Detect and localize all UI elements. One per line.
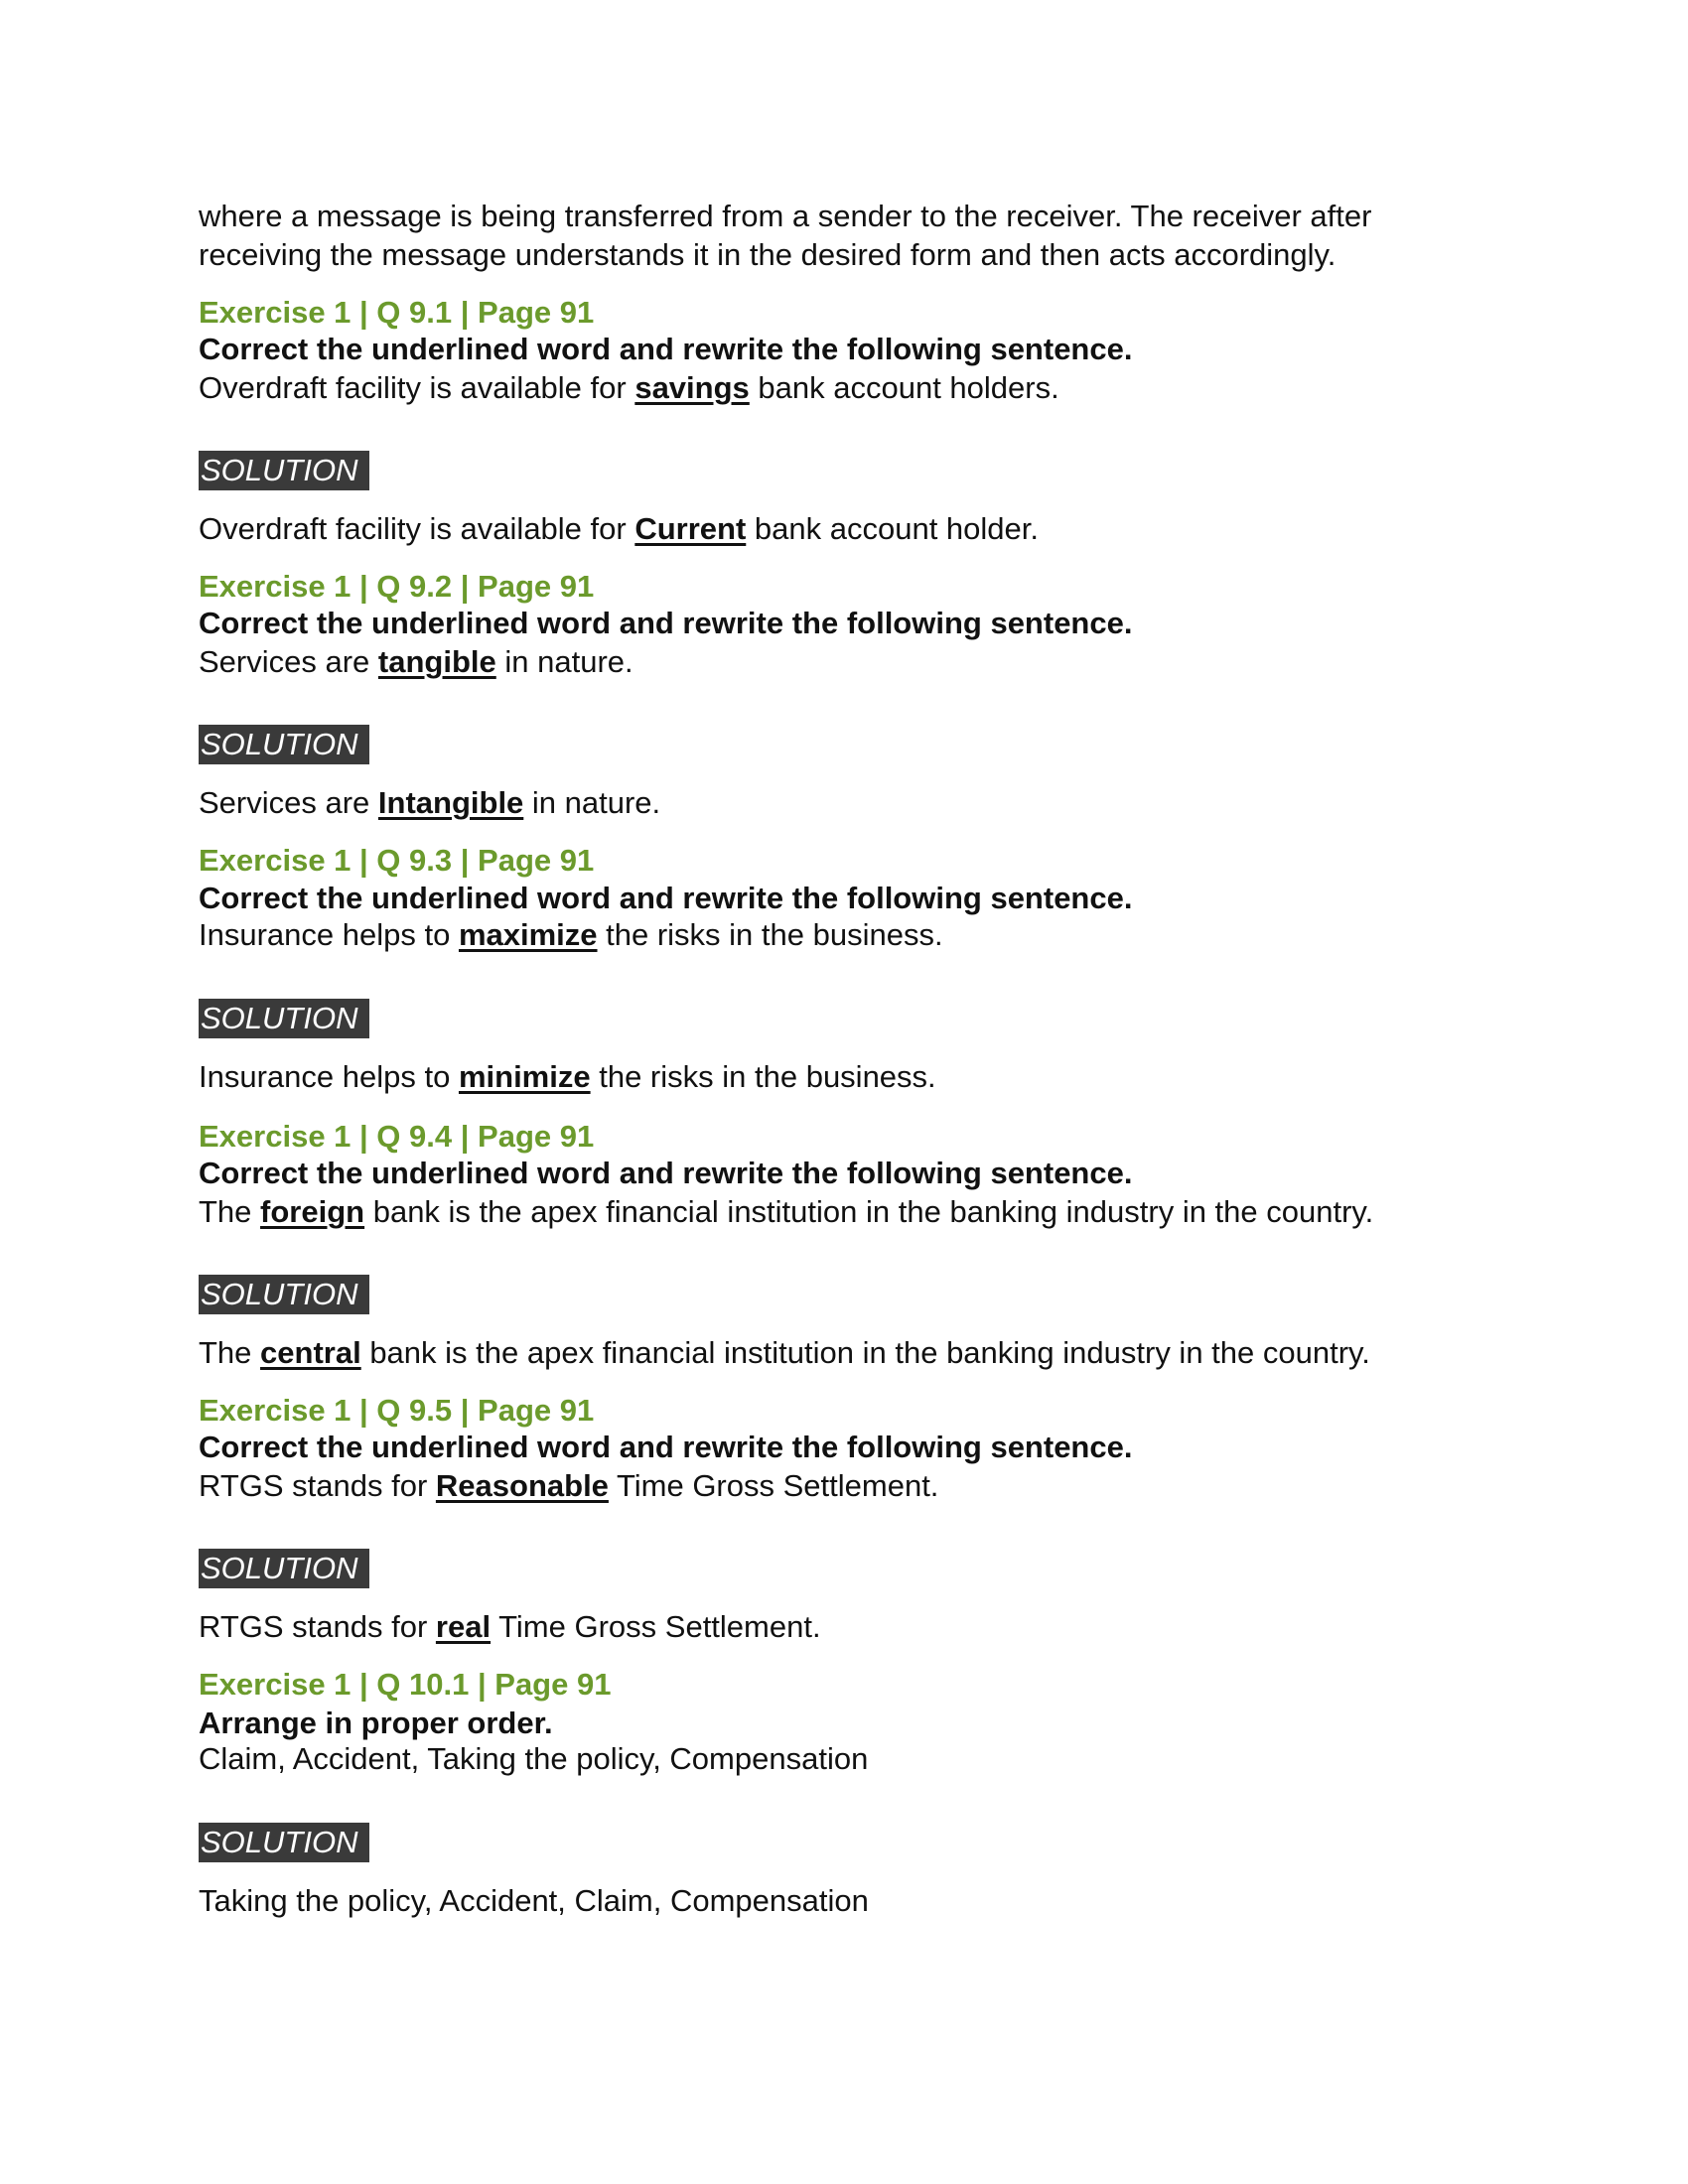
corrected-word: Intangible — [377, 785, 524, 820]
intro-line-1: where a message is being transferred from a sender to the receiver. The receiver after — [199, 199, 1372, 233]
answer-sentence — [199, 1608, 821, 1646]
question-text-before: Overdraft facility is available for — [199, 370, 635, 405]
question-sentence: Claim, Accident, Taking the policy, Compensation — [199, 1741, 869, 1776]
exercise-instruction: Correct the underlined word and rewrite the following sentence. — [199, 332, 1133, 366]
question-text-before: Insurance helps to — [199, 917, 459, 952]
answer-sentence — [199, 784, 660, 822]
question-text-after: in nature. — [495, 644, 633, 679]
solution-badge: SOLUTION — [199, 725, 369, 764]
question-text-before: The — [199, 1194, 261, 1229]
answer-text-before: Overdraft facility is available for — [199, 511, 635, 546]
underlined-word: maximize — [458, 917, 598, 952]
answer-text-before: Insurance helps to — [199, 1059, 459, 1094]
question-text-before: RTGS stands for — [199, 1468, 436, 1503]
question-text-after: bank is the apex financial institution in the banking industry in the country. — [364, 1194, 1374, 1229]
answer-text-after: the risks in the business. — [590, 1059, 936, 1094]
corrected-word: real — [435, 1609, 492, 1644]
exercise-instruction: Correct the underlined word and rewrite the following sentence. — [199, 1156, 1133, 1190]
exercise-heading: Exercise 1 | Q 9.4 | Page 91 — [199, 1119, 595, 1154]
exercise-instruction: Arrange in proper order. — [199, 1706, 553, 1740]
question-text-after: the risks in the business. — [597, 917, 943, 952]
solution-badge: SOLUTION — [199, 451, 369, 490]
answer-sentence — [199, 1058, 936, 1096]
intro-line-2: receiving the message understands it in the desired form and then acts accordingly. — [199, 237, 1336, 272]
answer-text-before: The — [199, 1335, 261, 1370]
exercise-instruction: Correct the underlined word and rewrite the following sentence. — [199, 606, 1133, 640]
answer-text-before: RTGS stands for — [199, 1609, 436, 1644]
exercise-heading: Exercise 1 | Q 9.1 | Page 91 — [199, 295, 595, 330]
answer-sentence: Taking the policy, Accident, Claim, Compensation — [199, 1883, 869, 1918]
underlined-word: foreign — [260, 1194, 365, 1229]
underlined-word: savings — [634, 370, 750, 405]
question-text-after: bank account holders. — [749, 370, 1059, 405]
corrected-word: central — [260, 1335, 361, 1370]
question-sentence — [199, 1193, 1373, 1231]
underlined-word: Reasonable — [435, 1468, 609, 1503]
exercise-heading: Exercise 1 | Q 9.3 | Page 91 — [199, 843, 595, 878]
exercise-heading: Exercise 1 | Q 10.1 | Page 91 — [199, 1667, 612, 1702]
exercise-heading: Exercise 1 | Q 9.2 | Page 91 — [199, 569, 595, 604]
question-sentence — [199, 369, 1059, 407]
intro-paragraph — [199, 197, 1489, 274]
exercise-instruction: Correct the underlined word and rewrite the following sentence. — [199, 1430, 1133, 1464]
corrected-word: minimize — [458, 1059, 591, 1094]
exercise-instruction: Correct the underlined word and rewrite the following sentence. — [199, 881, 1133, 915]
answer-text-after: bank account holder. — [746, 511, 1039, 546]
corrected-word: Current — [634, 511, 747, 546]
question-text-before: Services are — [199, 644, 378, 679]
solution-badge: SOLUTION — [199, 1823, 369, 1862]
question-text-after: Time Gross Settlement. — [608, 1468, 939, 1503]
exercise-heading: Exercise 1 | Q 9.5 | Page 91 — [199, 1393, 595, 1428]
answer-text-after: bank is the apex financial institution in the banking industry in the country. — [360, 1335, 1370, 1370]
answer-text-after: Time Gross Settlement. — [491, 1609, 821, 1644]
solution-badge: SOLUTION — [199, 1549, 369, 1588]
answer-text-before: Services are — [199, 785, 378, 820]
underlined-word: tangible — [377, 644, 496, 679]
answer-sentence — [199, 1334, 1370, 1372]
question-sentence — [199, 1467, 938, 1505]
solution-badge: SOLUTION — [199, 1275, 369, 1314]
question-sentence — [199, 643, 633, 681]
answer-sentence — [199, 510, 1039, 548]
answer-text-after: in nature. — [523, 785, 661, 820]
question-sentence — [199, 916, 943, 954]
solution-badge: SOLUTION — [199, 999, 369, 1038]
